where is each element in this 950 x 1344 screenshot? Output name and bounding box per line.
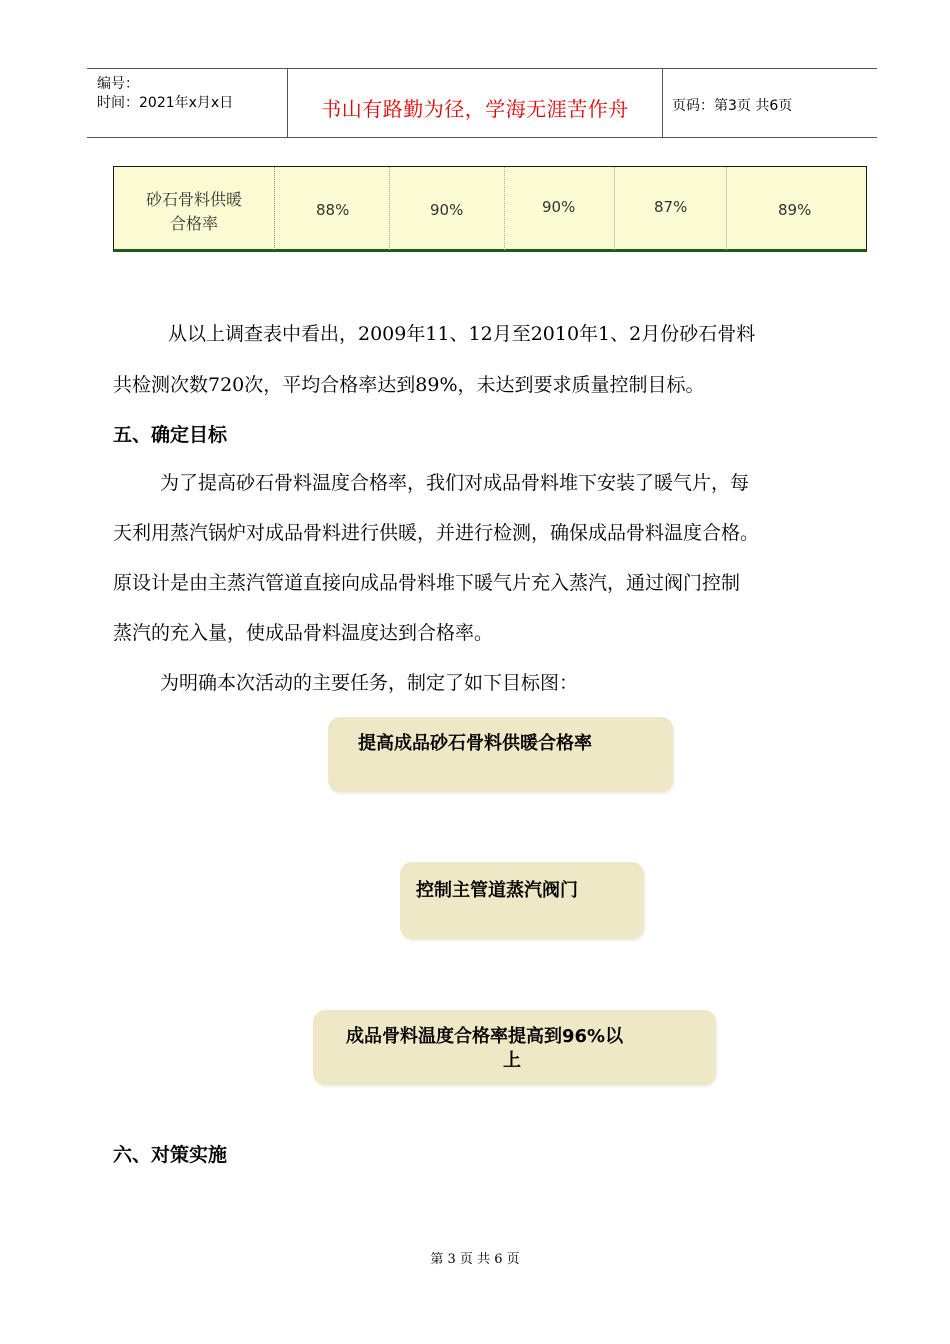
cell-divider (726, 167, 727, 250)
cell-divider (614, 167, 615, 250)
goal-box-bottom (313, 1010, 716, 1085)
rate-value-cell: 90% (430, 201, 464, 219)
goal-box-text: 提高成品砂石骨料供暖合格率 (358, 733, 592, 754)
header-page-cell (662, 69, 877, 137)
document-header (87, 68, 877, 138)
document-date-label: 时间：2021年x月x日 (97, 95, 234, 111)
qualification-rate-table-row (113, 166, 867, 252)
row-label-cell (114, 167, 275, 250)
page-footer: 第 3 页 共 6 页 (430, 1252, 520, 1267)
goal-box-text: 控制主管道蒸汽阀门 (416, 880, 578, 901)
rate-value-cell: 89% (778, 201, 812, 219)
goal-box-text-continued: 上 (503, 1050, 521, 1071)
header-meta-cell (87, 69, 287, 137)
goal-box-middle (400, 862, 644, 939)
rate-value-cell: 90% (542, 198, 576, 216)
section-heading-5: 五、确定目标 (113, 424, 228, 446)
paragraph-line: 为明确本次活动的主要任务，制定了如下目标图： (160, 672, 579, 694)
rate-value-cell: 88% (316, 201, 350, 219)
header-page-info: 页码：第3页 共6页 (672, 98, 793, 114)
row-label-line1: 砂石骨料供暖 (145, 190, 242, 209)
goal-box-text: 成品骨料温度合格率提高到96%以 (346, 1026, 624, 1047)
header-motto-cell (287, 69, 663, 137)
cell-divider (389, 167, 390, 250)
paragraph-line: 原设计是由主蒸汽管道直接向成品骨料堆下暖气片充入蒸汽，通过阀门控制 (113, 572, 741, 594)
row-label-line2: 合格率 (169, 214, 218, 233)
paragraph-line: 共检测次数720次，平均合格率达到89%，未达到要求质量控制目标。 (113, 374, 705, 396)
cell-divider (504, 167, 505, 250)
paragraph-line: 蒸汽的充入量，使成品骨料温度达到合格率。 (113, 622, 494, 644)
paragraph-line: 为了提高砂石骨料温度合格率，我们对成品骨料堆下安装了暖气片，每 (160, 472, 750, 494)
goal-box-top (328, 717, 673, 792)
document-number-label: 编号： (97, 76, 139, 92)
paragraph-line: 天利用蒸汽锅炉对成品骨料进行供暖，并进行检测，确保成品骨料温度合格。 (113, 522, 760, 544)
section-heading-6: 六、对策实施 (113, 1144, 228, 1166)
paragraph-line: 从以上调查表中看出，2009年11、12月至2010年1、2月份砂石骨料 (168, 323, 756, 345)
header-motto: 书山有路勤为径，学海无涯苦作舟 (321, 97, 629, 121)
rate-value-cell: 87% (654, 198, 688, 216)
